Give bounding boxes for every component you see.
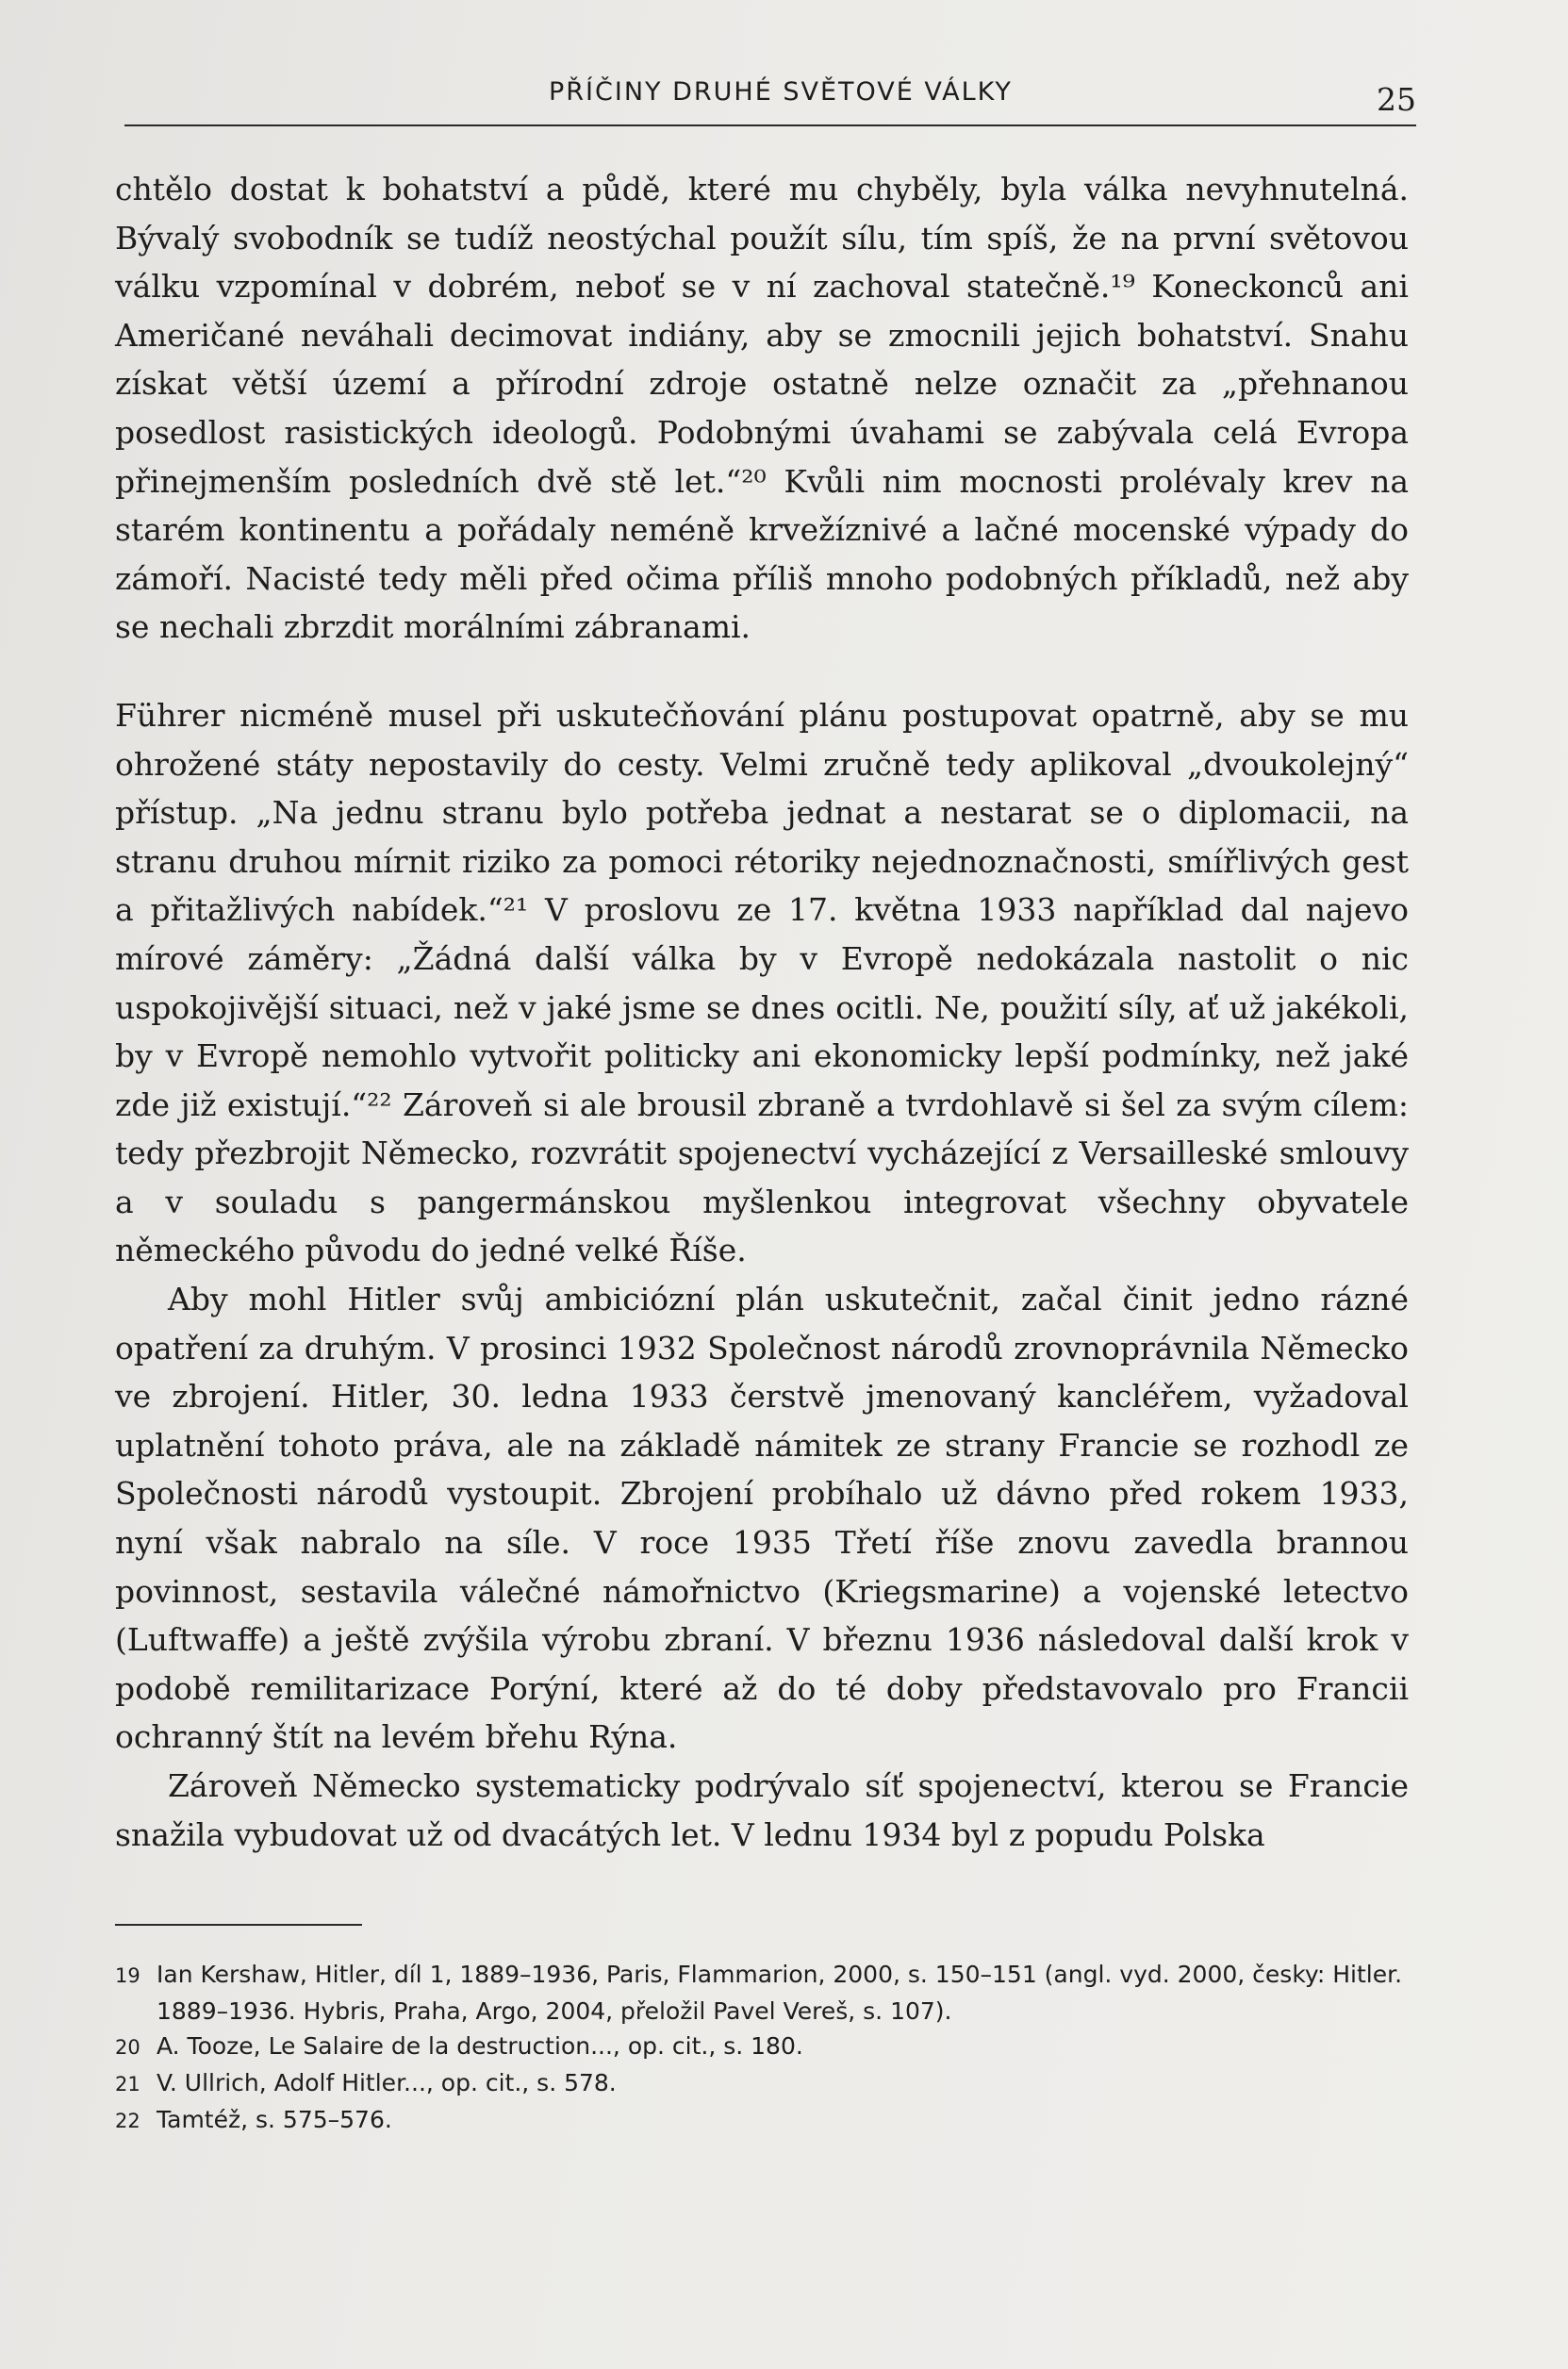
footnote-number: 21 [115, 2073, 140, 2096]
running-title: PŘÍČINY DRUHÉ SVĚTOVÉ VÁLKY [549, 77, 1013, 107]
footnote-rule [115, 1924, 362, 1926]
page-number: 25 [1377, 81, 1416, 118]
footnote-text: Ian Kershaw, Hitler, díl 1, 1889–1936, Paris, Flammarion, 2000, s. 150–151 (angl. vyd. 2000, česky: Hitler. 1889–1936. Hybris, Praha, Argo, 2004, přeložil Pavel Vereš, s. 107). [157, 1961, 1403, 2025]
footnote [115, 1957, 1409, 2029]
footnotes [115, 1957, 1409, 2139]
footnote [115, 2029, 1409, 2065]
footnote-text: Tamtéž, s. 575–576. [157, 2106, 392, 2133]
paragraph: chtělo dostat k bohatství a půdě, které mu chyběly, byla válka nevyhnutelná. Bývalý svobodník se tudíž neostýchal použít sílu, tím spíš, že na první světovou válku vzpomínal v dobrém, neboť se v ní zachoval statečně.¹⁹ Koneckonců ani Američané neváhali decimovat indiány, aby se zmocnili jejich bohatství. Snahu získat větší území a přírodní zdroje ostatně nelze označit za „přehnanou posedlost rasistických ideologů. Podobnými úvahami se zabývala celá Evropa přinejmenším posledních dvě stě let.“²⁰ Kvůli nim mocnosti prolévaly krev na starém kontinentu a pořádaly neméně krvežíznivé a lačné mocenské výpady do zámoří. Nacisté tedy měli před očima příliš mnoho podobných příkladů, než aby se nechali zbrzdit morálními zábranami. [115, 171, 1409, 646]
footnote-text: V. Ullrich, Adolf Hitler..., op. cit., s. 578. [157, 2069, 617, 2096]
footnote-number: 22 [115, 2110, 140, 2132]
footnote [115, 2102, 1409, 2139]
footnote-text: A. Tooze, Le Salaire de la destruction..., op. cit., s. 180. [157, 2032, 803, 2060]
paragraph: Aby mohl Hitler svůj ambiciózní plán uskutečnit, začal činit jedno rázné opatření za druhým. V prosinci 1932 Společnost národů zrovnoprávnila Německo ve zbrojení. Hitler, 30. ledna 1933 čerstvě jmenovaný kancléřem, vyžadoval uplatnění tohoto práva, ale na základě námitek ze strany Francie se rozhodl ze Společnosti národů vystoupit. Zbrojení probíhalo už dávno před rokem 1933, nyní však nabralo na síle. V roce 1935 Třetí říše znovu zavedla brannou povinnost, sestavila válečné námořnictvo (Kriegsmarine) a vojenské letectvo (Luftwaffe) a ještě zvýšila výrobu zbraní. V březnu 1936 následoval další krok v podobě remilitarizace Porýní, které až do té doby představovalo pro Francii ochranný štít na levém břehu Rýna. [115, 1281, 1409, 1756]
running-header [124, 68, 1416, 126]
paragraph: Führer nicméně musel při uskutečňování plánu postupovat opatrně, aby se mu ohrožené státy nepostavily do cesty. Velmi zručně tedy aplikoval „dvoukolejný“ přístup. „Na jednu stranu bylo potřeba jednat a nestarat se o diplomacii, na stranu druhou mírnit riziko za pomoci rétoriky nejednoznačnosti, smířlivých gest a přitažlivých nabídek.“²¹ V proslovu ze 17. května 1933 například dal najevo mírové záměry: „Žádná další válka by v Evropě nedokázala nastolit o nic uspokojivější situaci, než v jaké jsme se dnes ocitli. Ne, použití síly, ať už jakékoli, by v Evropě nemohlo vytvořit politicky ani ekonomicky lepší podmínky, než jaké zde již existují.“²² Zároveň si ale brousil zbraně a tvrdohlavě si šel za svým cílem: tedy přezbrojit Německo, rozvrátit spojenectví vycházející z Versailleské smlouvy a v souladu s pangermánskou myšlenkou integrovat všechny obyvatele německého původu do jedné velké Říše. [115, 696, 1409, 1269]
footnote-number: 20 [115, 2036, 140, 2059]
body-text [115, 165, 1409, 1859]
paragraph: Zároveň Německo systematicky podrývalo síť spojenectví, kterou se Francie snažila vybudovat už od dvacátých let. V lednu 1934 byl z popudu Polska [115, 1767, 1409, 1853]
footnote-number: 19 [115, 1964, 140, 1987]
footnote [115, 2065, 1409, 2102]
